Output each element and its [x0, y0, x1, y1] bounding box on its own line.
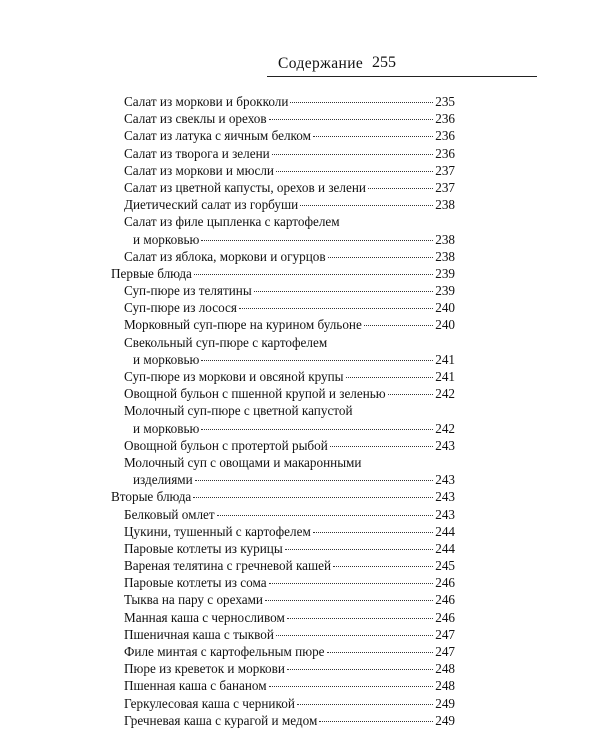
toc-entry — [124, 196, 455, 213]
toc-entry-title: Паровые котлеты из сома — [124, 575, 267, 591]
toc-entry-title: Молочный суп-пюре с цветной капустой — [124, 403, 353, 419]
toc-entry-page: 247 — [435, 626, 455, 642]
toc-leader-dots — [217, 515, 434, 516]
toc-entry-title: Салат из яблока, моркови и огурцов — [124, 248, 326, 264]
toc-entry-title: Цукини, тушенный с картофелем — [124, 523, 311, 539]
toc-leader-dots — [201, 429, 433, 430]
toc-entry-title: Овощной бульон с пшенной крупой и зеленью — [124, 386, 386, 402]
toc-entry-page: 246 — [435, 575, 455, 591]
toc-entry — [124, 316, 455, 333]
toc-entry-title: и морковью — [133, 231, 200, 247]
toc-leader-dots — [330, 446, 433, 447]
toc-section-heading — [111, 488, 455, 505]
toc-entry — [124, 110, 455, 127]
toc-entry-page: 246 — [435, 609, 455, 625]
toc-entry — [124, 334, 455, 351]
toc-entry-title: Вторые блюда — [111, 489, 192, 505]
toc-entry — [124, 248, 455, 265]
toc-leader-dots — [276, 635, 433, 636]
toc-entry-title: Вареная телятина с гречневой кашей — [124, 558, 332, 574]
toc-entry-title: Гречневая каша с курагой и медом — [124, 712, 318, 728]
toc-entry-title: Свекольный суп-пюре с картофелем — [124, 334, 328, 350]
toc-entry — [124, 506, 455, 523]
toc-entry-title: Суп-пюре из лосося — [124, 300, 237, 316]
toc-entry-title: Салат из цветной капусты, орехов и зелени — [124, 179, 366, 195]
toc-leader-dots — [290, 102, 433, 103]
toc-leader-dots — [297, 704, 433, 705]
toc-entry-page: 238 — [435, 231, 455, 247]
toc-entry — [124, 93, 455, 110]
toc-entry — [124, 540, 455, 557]
toc-entry-title: изделиями — [133, 472, 193, 488]
toc-entry-title: Салат из латука с яичным белком — [124, 128, 311, 144]
toc-entry-page: 236 — [435, 111, 455, 127]
toc-entry — [124, 574, 455, 591]
toc-entry-title: Салат из филе цыпленка с картофелем — [124, 214, 340, 230]
toc-leader-dots — [368, 188, 433, 189]
toc-leader-dots — [201, 240, 433, 241]
toc-entry-title: Суп-пюре из моркови и овсяной крупы — [124, 369, 344, 384]
toc-entry-title: Пшеничная каша с тыквой — [124, 626, 274, 642]
toc-entry-page: 248 — [435, 661, 455, 677]
toc-entry — [124, 712, 455, 729]
toc-leader-dots — [254, 291, 433, 292]
toc-leader-dots — [313, 136, 433, 137]
toc-entry-page: 240 — [435, 300, 455, 316]
toc-entry-page: 239 — [435, 283, 455, 299]
toc-entry-title: и морковью — [133, 351, 200, 367]
toc-entry-title: Молочный суп с овощами и макаронными — [124, 454, 362, 470]
toc-leader-dots — [285, 549, 434, 550]
toc-entry — [124, 609, 455, 626]
toc-entry-title: Филе минтая с картофельным пюре — [124, 644, 325, 659]
toc-leader-dots — [269, 686, 434, 687]
toc-entry-page: 246 — [435, 592, 455, 608]
toc-entry-page: 241 — [435, 351, 455, 367]
table-of-contents — [0, 93, 600, 729]
toc-entry — [124, 437, 455, 454]
toc-entry-page: 243 — [435, 506, 455, 522]
toc-leader-dots — [239, 308, 433, 309]
toc-entry-title: и морковью — [133, 420, 200, 436]
header-page-number: 255 — [372, 54, 396, 71]
toc-entry-page: 238 — [435, 248, 455, 264]
toc-entry-title: Салат из моркови и брокколи — [124, 94, 289, 109]
toc-entry-page: 242 — [435, 386, 455, 402]
toc-leader-dots — [269, 583, 434, 584]
toc-section-heading — [111, 265, 455, 282]
toc-entry-title: Первые блюда — [111, 265, 192, 281]
toc-entry-page: 236 — [435, 128, 455, 144]
toc-entry — [124, 591, 455, 608]
toc-entry-page: 245 — [435, 558, 455, 574]
toc-entry-title: Пшенная каша с бананом — [124, 678, 267, 694]
toc-entry-title: Белковый омлет — [124, 506, 215, 522]
toc-leader-dots — [313, 532, 433, 533]
toc-leader-dots — [287, 669, 433, 670]
toc-entry-title: Салат из свеклы и орехов — [124, 111, 267, 127]
toc-entry-title: Геркулесовая каша с черникой — [124, 695, 295, 711]
toc-entry-title: Морковный суп-пюре на курином бульоне — [124, 317, 362, 333]
toc-leader-dots — [195, 480, 434, 481]
toc-entry-page: 242 — [435, 420, 455, 436]
toc-leader-dots — [319, 721, 433, 722]
toc-leader-dots — [265, 600, 433, 601]
toc-entry — [133, 471, 455, 488]
toc-entry-page: 244 — [435, 523, 455, 539]
toc-entry-page: 243 — [435, 472, 455, 488]
toc-entry — [133, 420, 455, 437]
toc-entry — [124, 145, 455, 162]
toc-entry-page: 235 — [435, 94, 455, 109]
toc-entry — [124, 368, 455, 385]
toc-entry-title: Салат из творога и зелени — [124, 145, 270, 161]
toc-entry — [124, 299, 455, 316]
toc-entry-title: Манная каша с черносливом — [124, 609, 285, 625]
header-title: Содержание — [278, 55, 364, 72]
toc-entry-title: Суп-пюре из телятины — [124, 283, 252, 299]
toc-leader-dots — [193, 497, 433, 498]
toc-entry — [124, 677, 455, 694]
toc-entry-page: 244 — [435, 540, 455, 556]
toc-entry-page: 238 — [435, 197, 455, 213]
toc-entry — [124, 402, 455, 419]
toc-entry — [124, 660, 455, 677]
toc-entry — [124, 162, 455, 179]
toc-entry — [124, 626, 455, 643]
header-rule — [267, 76, 537, 77]
toc-entry — [124, 557, 455, 574]
toc-entry — [124, 179, 455, 196]
toc-leader-dots — [300, 205, 433, 206]
toc-leader-dots — [333, 566, 433, 567]
toc-leader-dots — [269, 119, 434, 120]
toc-entry-title: Салат из моркови и мюсли — [124, 162, 274, 178]
toc-entry-title: Пюре из креветок и моркови — [124, 661, 285, 677]
toc-entry-page: 247 — [435, 644, 455, 659]
toc-entry — [124, 213, 455, 230]
toc-leader-dots — [364, 325, 433, 326]
toc-leader-dots — [327, 652, 434, 653]
toc-entry — [124, 282, 455, 299]
toc-entry-title: Овощной бульон с протертой рыбой — [124, 437, 328, 453]
toc-entry-page: 240 — [435, 317, 455, 333]
toc-entry — [124, 523, 455, 540]
toc-entry — [124, 454, 455, 471]
toc-entry-title: Тыква на пару с орехами — [124, 592, 263, 608]
toc-entry-page: 248 — [435, 678, 455, 694]
toc-entry-page: 236 — [435, 145, 455, 161]
toc-leader-dots — [346, 377, 434, 378]
toc-entry-page: 243 — [435, 437, 455, 453]
toc-entry — [124, 695, 455, 712]
toc-entry-page: 241 — [435, 369, 455, 384]
toc-entry-page: 239 — [435, 265, 455, 281]
toc-leader-dots — [276, 171, 433, 172]
toc-entry-page: 249 — [435, 695, 455, 711]
running-header — [0, 0, 600, 80]
toc-entry-page: 237 — [435, 162, 455, 178]
toc-entry-page: 249 — [435, 712, 455, 728]
toc-entry — [133, 351, 455, 368]
toc-leader-dots — [287, 618, 433, 619]
toc-entry — [124, 643, 455, 660]
toc-entry-title: Диетический салат из горбуши — [124, 197, 299, 213]
toc-leader-dots — [201, 360, 433, 361]
toc-leader-dots — [194, 274, 433, 275]
toc-leader-dots — [272, 154, 434, 155]
toc-entry-page: 237 — [435, 179, 455, 195]
toc-entry — [133, 231, 455, 248]
toc-entry-page: 243 — [435, 489, 455, 505]
toc-entry — [124, 385, 455, 402]
toc-leader-dots — [388, 394, 434, 395]
toc-leader-dots — [328, 257, 434, 258]
toc-entry — [124, 127, 455, 144]
toc-entry-title: Паровые котлеты из курицы — [124, 540, 283, 556]
